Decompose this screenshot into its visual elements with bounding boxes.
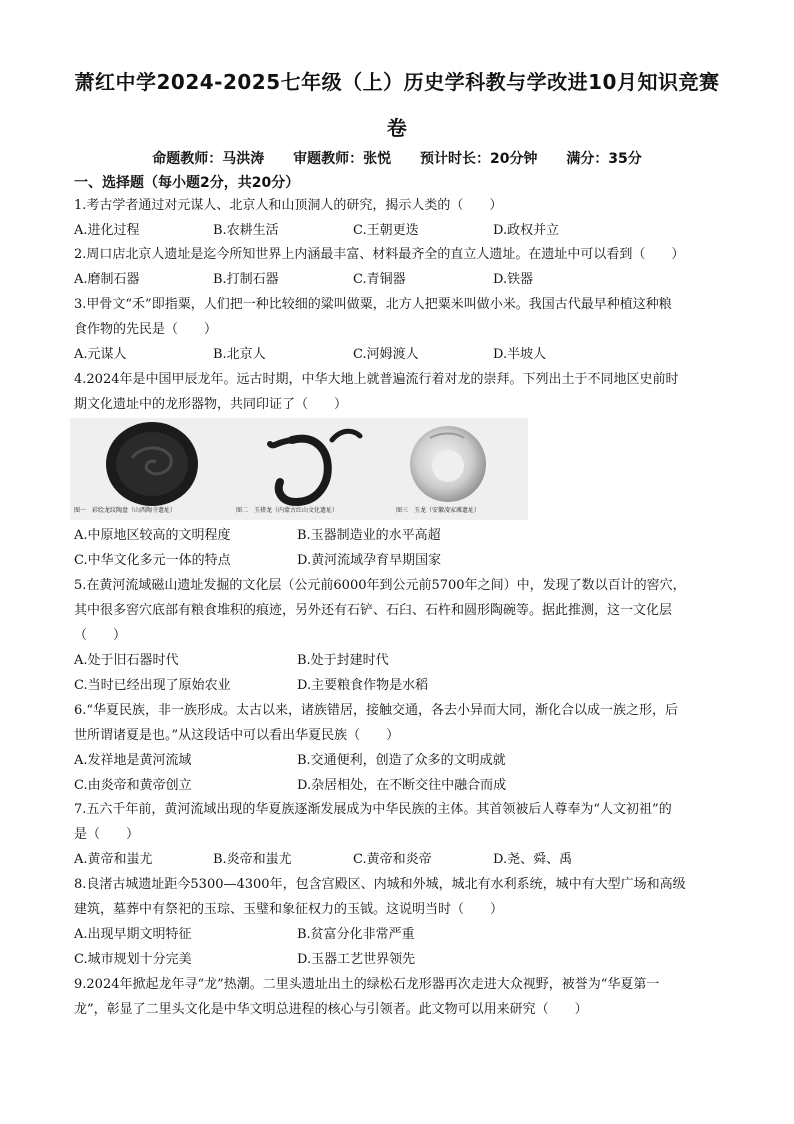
question-9-stem-2: 龙”，彰显了二里头文化是中华文明总进程的核心与引领者。此文物可以用来研究（ ） [74, 1002, 588, 1017]
q7-option-a[interactable]: A.黄帝和蚩尤 [74, 852, 153, 867]
painted-dragon-plate-image [106, 422, 198, 506]
q3-option-c[interactable]: C.河姆渡人 [353, 347, 419, 362]
question-3-stem-2: 食作物的先民是（ ） [74, 322, 218, 337]
q4-option-a[interactable]: A.中原地区较高的文明程度 [74, 528, 231, 543]
q3-option-b[interactable]: B.北京人 [213, 347, 266, 362]
jade-pig-dragon-image [270, 431, 360, 502]
q7-option-c[interactable]: C.黄帝和炎帝 [353, 852, 432, 867]
q4-option-c[interactable]: C.中华文化多元一体的特点 [74, 553, 231, 568]
q4-option-d[interactable]: D.黄河流域孕育早期国家 [297, 553, 442, 568]
meta-setter: 命题教师：马洪涛 [152, 151, 265, 167]
question-5-stem-2: 其中很多窖穴底部有粮食堆积的痕迹，另外还有石铲、石臼、石杵和圆形陶碗等。据此推测，这一文化层 [74, 603, 673, 618]
question-2-stem: 2.周口店北京人遗址是迄今所知世界上内涵最丰富、材料最齐全的直立人遗址。在遗址中可以看到（ ） [74, 247, 685, 262]
question-8-stem-2: 建筑，墓葬中有祭祀的玉琮、玉璧和象征权力的玉钺。这说明当时（ ） [74, 902, 504, 917]
question-1-stem: 1.考古学者通过对元谋人、北京人和山顶洞人的研究，揭示人类的（ ） [74, 198, 503, 213]
jade-dragon-ring-image [410, 426, 486, 502]
q5-option-d[interactable]: D.主要粮食作物是水稻 [297, 678, 429, 693]
q3-option-a[interactable]: A.元谋人 [74, 347, 127, 362]
section-heading: 一、选择题（每小题2分，共20分） [74, 175, 300, 191]
question-8-stem-1: 8.良渚古城遗址距今5300—4300年，包含宫殿区、内城和外城，城北有水利系统，城中有大型广场和高级 [74, 877, 686, 892]
figure-3-caption: 图三 玉龙（安徽凌家滩遗址） [396, 507, 481, 514]
q4-option-b[interactable]: B.玉器制造业的水平高超 [297, 528, 441, 543]
meta-duration: 预计时长：20分钟 [419, 151, 538, 167]
question-7-stem-2: 是（ ） [74, 827, 140, 842]
q8-option-c[interactable]: C.城市规划十分完美 [74, 952, 192, 967]
q1-option-d[interactable]: D.政权并立 [493, 223, 560, 238]
q6-option-d[interactable]: D.杂居相处，在不断交往中融合而成 [297, 778, 507, 793]
q1-option-b[interactable]: B.农耕生活 [213, 223, 279, 238]
q8-option-a[interactable]: A.出现早期文明特征 [74, 927, 192, 942]
question-5-stem-3: （ ） [74, 628, 127, 643]
q2-option-b[interactable]: B.打制石器 [213, 272, 279, 287]
q6-option-b[interactable]: B.交通便利，创造了众多的文明成就 [297, 753, 506, 768]
question-4-stem-2: 期文化遗址中的龙形器物，共同印证了（ ） [74, 397, 348, 412]
q6-option-a[interactable]: A.发祥地是黄河流域 [74, 753, 192, 768]
figure-2-caption: 图二 玉猪龙（内蒙古红山文化遗址） [236, 507, 339, 514]
q2-option-a[interactable]: A.磨制石器 [74, 272, 140, 287]
q3-option-d[interactable]: D.半坡人 [493, 347, 547, 362]
exam-title-line2: 卷 [386, 116, 408, 140]
q7-option-b[interactable]: B.炎帝和蚩尤 [213, 852, 292, 867]
question-5-stem-1: 5.在黄河流域磁山遗址发掘的文化层（公元前6000年到公元前5700年之间）中，发现了数以百计的窖穴， [74, 578, 686, 593]
question-6-stem-2: 世所谓诸夏是也。”从这段话中可以看出华夏民族（ ） [74, 728, 400, 743]
question-4-stem-1: 4.2024年是中国甲辰龙年。远古时期，中华大地上就普遍流行着对龙的崇拜。下列出土于不同地区史前时 [74, 372, 679, 387]
q7-option-d[interactable]: D.尧、舜、禹 [493, 852, 573, 867]
question-6-stem-1: 6.“华夏民族，非一族形成。太古以来，诸族错居，接触交通，各去小异而大同，渐化合以成一族之形，后 [74, 703, 679, 718]
question-3-stem-1: 3.甲骨文“禾”即指粟，人们把一种比较细的粱叫做粟，北方人把粟米叫做小米。我国古代最早种植这种粮 [74, 297, 672, 312]
q8-option-b[interactable]: B.贫富分化非常严重 [297, 927, 415, 942]
q6-option-c[interactable]: C.由炎帝和黄帝创立 [74, 778, 192, 793]
q5-option-b[interactable]: B.处于封建时代 [297, 653, 389, 668]
q1-option-a[interactable]: A.进化过程 [74, 223, 140, 238]
q2-option-d[interactable]: D.铁器 [493, 272, 534, 287]
dragon-artifacts-figure [70, 418, 528, 520]
exam-title-line1: 萧红中学2024-2025七年级（上）历史学科教与学改进10月知识竞赛 [74, 70, 720, 94]
exam-meta [60, 148, 734, 168]
meta-score: 满分：35分 [566, 151, 642, 167]
question-9-stem-1: 9.2024年掀起龙年寻“龙”热潮。二里头遗址出土的绿松石龙形器再次走进大众视野，被誉为“华夏第一 [74, 977, 660, 992]
q1-option-c[interactable]: C.王朝更迭 [353, 223, 419, 238]
q5-option-c[interactable]: C.当时已经出现了原始农业 [74, 678, 231, 693]
figure-1-caption: 图一 彩绘龙纹陶盘（山西陶寺遗址） [74, 507, 177, 514]
q2-option-c[interactable]: C.青铜器 [353, 272, 406, 287]
q5-option-a[interactable]: A.处于旧石器时代 [74, 653, 179, 668]
meta-reviewer: 审题教师：张悦 [293, 151, 392, 167]
question-7-stem-1: 7.五六千年前，黄河流域出现的华夏族逐渐发展成为中华民族的主体。其首领被后人尊奉为“人文初祖”的 [74, 802, 672, 817]
q8-option-d[interactable]: D.玉器工艺世界领先 [297, 952, 416, 967]
